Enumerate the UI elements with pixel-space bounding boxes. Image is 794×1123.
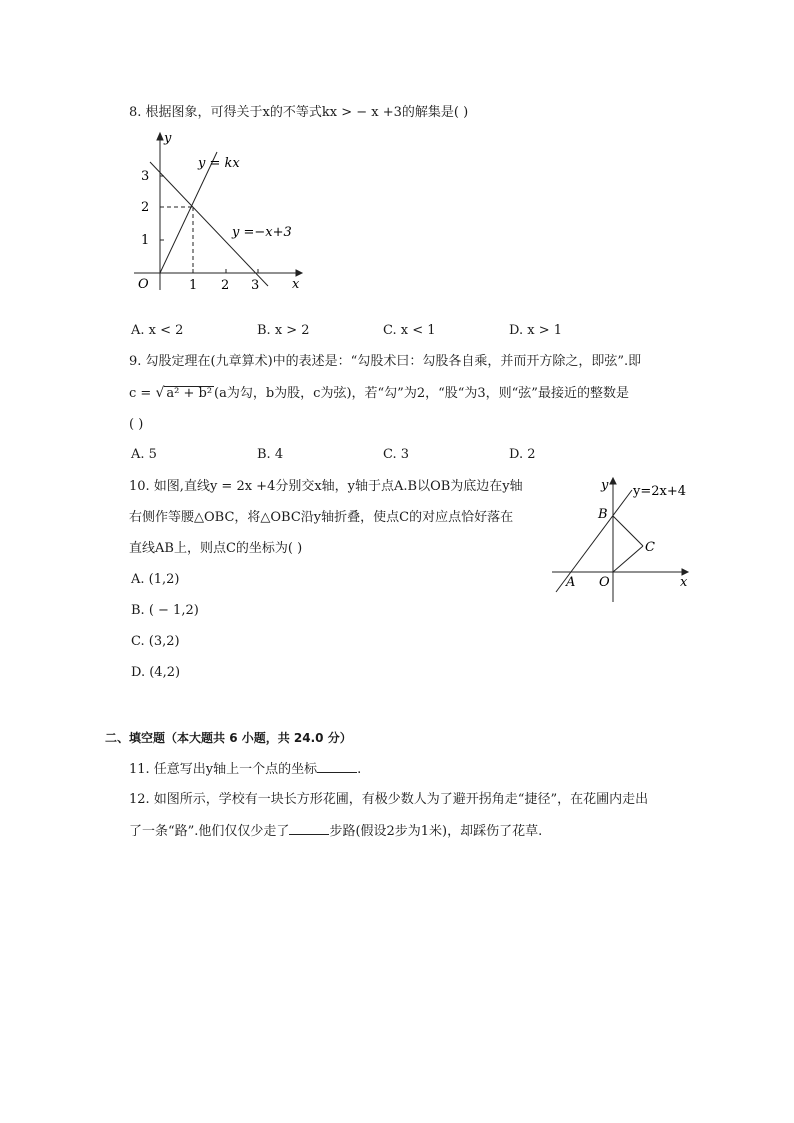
q11-text: 11. 任意写出y轴上一个点的坐标 <box>129 762 318 777</box>
section2-title-pre: 二、填空题（本大题共 <box>105 731 230 745</box>
q12-line2-post: 步路(假设2步为1米)，却踩伤了花草. <box>329 824 543 839</box>
q12-answer-blank[interactable] <box>289 822 329 835</box>
q12-line2 <box>129 822 542 841</box>
q9-line1: 9. 勾股定理在(九章算术)中的表述是：“勾股术曰：勾股各自乘，并而开方除之，即弦”.即 <box>129 354 642 369</box>
q8-xtick-3: 3 <box>251 278 260 293</box>
section2-title-mid: 小题，共 <box>237 731 294 745</box>
q8-option-a[interactable]: A. x < 2 <box>131 323 184 338</box>
q9-formula-lhs: c = <box>129 386 156 401</box>
q10-option-b[interactable]: B. ( − 1,2) <box>131 603 199 618</box>
q9-option-b[interactable]: B. 4 <box>257 447 284 462</box>
q8-option-b[interactable]: B. x > 2 <box>257 323 310 338</box>
q10-option-c[interactable]: C. (3,2) <box>131 634 180 649</box>
q10-segment-oc <box>613 546 643 572</box>
q10-option-d[interactable]: D. (4,2) <box>131 665 181 680</box>
q8-label-neg: y =−x+3 <box>232 225 292 240</box>
q9-line3: ( ) <box>129 417 144 432</box>
q10-line1: 10. 如图,直线y = 2x +4分别交x轴，y轴于点A.B以OB为底边在y轴 <box>129 479 523 494</box>
section2-title-post: 分） <box>323 731 352 745</box>
q8-xtick-1: 1 <box>189 278 198 293</box>
q8-graph <box>128 128 308 298</box>
q10-graph <box>548 474 698 604</box>
q9-option-a[interactable]: A. 5 <box>131 447 157 462</box>
section2-title <box>105 729 352 747</box>
q8-ytick-2: 2 <box>141 200 150 215</box>
q9-option-d[interactable]: D. 2 <box>509 447 536 462</box>
q8-y-label: y <box>164 131 172 146</box>
q8-ytick-3: 3 <box>141 169 150 184</box>
q10-segment-bc <box>613 516 643 546</box>
q8-origin-label: O <box>138 277 149 292</box>
q8-label-kx: y = kx <box>198 156 240 171</box>
q8-option-d[interactable]: D. x > 1 <box>509 323 562 338</box>
q10-x-label: x <box>680 575 688 590</box>
q8-text: 8. 根据图象，可得关于x的不等式kx > − x +3的解集是( ) <box>129 105 469 120</box>
q10-point-c: C <box>645 540 655 555</box>
q12-line1: 12. 如图所示，学校有一块长方形花圃，有极少数人为了避开拐角走“捷径”，在花圃内走出 <box>129 792 649 807</box>
q8-ytick-1: 1 <box>141 233 150 248</box>
q10-line-label: y=2x+4 <box>633 484 687 499</box>
q8-line-neg <box>150 162 268 286</box>
q8-x-label: x <box>292 277 300 292</box>
q12-line2-pre: 了一条“路”.他们仅仅少走了 <box>129 824 290 839</box>
q9-line2-text: (a为勾，b为股，c为弦)，若“勾”为2，“股“为3，则“弦”最接近的整数是 <box>214 386 629 401</box>
q9-formula-radicand: a² + b² <box>166 386 213 401</box>
q8-xtick-2: 2 <box>221 278 230 293</box>
q10-line2: 右侧作等腰△OBC，将△OBC沿y轴折叠，使点C的对应点恰好落在 <box>129 510 514 525</box>
q10-point-o: O <box>599 575 610 590</box>
q11-answer-blank[interactable] <box>317 760 357 773</box>
q8-stem <box>129 104 468 122</box>
q10-option-a[interactable]: A. (1,2) <box>131 572 180 587</box>
q10-point-b: B <box>598 507 608 522</box>
q8-option-c[interactable]: C. x < 1 <box>383 323 436 338</box>
q10-y-label: y <box>601 478 609 493</box>
q9-option-c[interactable]: C. 3 <box>383 447 410 462</box>
q11-period: . <box>357 762 362 777</box>
q10-line3: 直线AB上，则点C的坐标为( ) <box>129 541 303 556</box>
q9-line2: c = √ a² + b² (a为勾，b为股，c为弦)，若“勾”为2，“股“为3，则“弦”最接近的整数是 <box>129 385 629 401</box>
q10-point-a: A <box>566 575 576 590</box>
section2-count: 6 <box>229 731 238 745</box>
q11 <box>129 760 361 779</box>
section2-score: 24.0 <box>293 731 324 745</box>
